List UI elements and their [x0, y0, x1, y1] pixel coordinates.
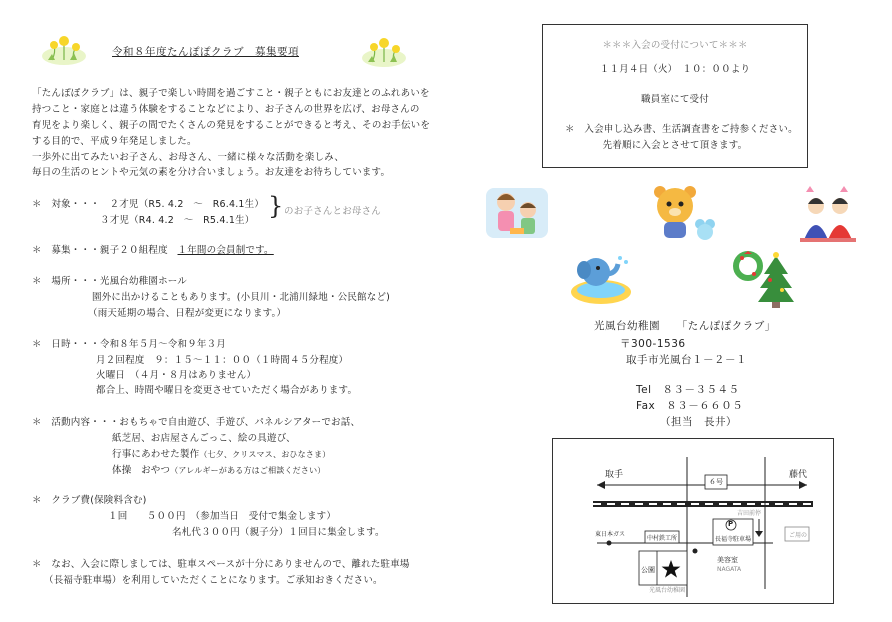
place-line: 園外に出かけることもあります。(小貝川・北浦川緑地・公民館など): [92, 292, 391, 303]
activity-exercise: 体操 おやつ: [112, 465, 171, 476]
place-line: ＊ 場所・・・光風台幼稚園ホール: [32, 276, 188, 287]
activity-line: 紙芝居、お店屋さんごっこ、絵の具遊び、: [112, 433, 296, 444]
christmas-illustration: [732, 250, 800, 308]
fee-line: 名札代３００円（親子分）１回目に集金します。: [172, 527, 385, 538]
parking-line: （長福寺駐車場）を利用していただくことになります。ご承知おきください。: [44, 575, 383, 586]
place-line: （雨天延期の場合、日程が変更になります。）: [88, 308, 287, 319]
schedule-line: 都合上、時間や曜日を変更させていただく場合があります。: [96, 385, 358, 396]
reception-date: １１月４日（火） １０：００より: [599, 64, 751, 75]
intro-line: 「たんぽぽクラブ」は、親子で楽しい時間を過ごすこと・親子ともにお友達とのふれあいを: [32, 88, 430, 99]
schedule-line: 火曜日 （４月・８月はありません）: [96, 370, 257, 381]
contact-zip: 〒300-1536: [620, 338, 686, 350]
map-parking-symbol: P: [728, 520, 734, 528]
reception-note: ＊ 入会申し込み書、生活調査書をご持参ください。: [565, 124, 798, 135]
brace: }: [268, 192, 284, 220]
map-label-temple-parking: 長福寺駐車場: [715, 536, 752, 543]
dandelion-left-illustration: [40, 30, 88, 66]
hina-dolls-illustration: [800, 182, 856, 244]
access-map: [552, 438, 834, 604]
intro-line: 毎日の生活のヒントや元気の素を分け合いましょう。お友達をお待ちしています。: [32, 167, 391, 178]
activity-events-note: （七夕、クリスマス、おひなさま）: [199, 450, 331, 459]
intro-line: 持つこと・家庭とは違う体験をすることなどにより、お子さんの世界を広げ、お母さんの: [32, 104, 420, 115]
recruit-membership: １年間の会員制です。: [177, 245, 274, 256]
map-label-beauty: 美容室: [717, 556, 738, 564]
map-label-right-box: ご用の: [789, 532, 808, 539]
contact-person: （担当 長井）: [660, 416, 737, 428]
activity-line: ＊ 活動内容・・・おもちゃで自由遊び、手遊び、パネルシアターでお話、: [32, 417, 361, 428]
map-label-route: ６号: [709, 478, 723, 486]
activity-line: [112, 462, 325, 476]
recruit-line: [32, 242, 274, 256]
map-label-fujishiro: 藤代: [789, 470, 808, 480]
recruit-prefix: ＊ 募集・・・親子２０組程度: [32, 245, 178, 256]
target-note: のお子さんとお母さん: [284, 206, 382, 217]
elephant-pool-illustration: [568, 250, 634, 306]
contact-tel: Tel ８３－３５４５: [636, 384, 740, 396]
map-label-factory: 中村鉄工所: [647, 535, 678, 542]
schedule-line: ＊ 日時・・・令和８年５月～令和９年３月: [32, 339, 227, 350]
schedule-line: 月２回程度 ９：１５～１１：００（１時間４５分程度）: [96, 355, 349, 366]
map-label-gas: 東日本ガス: [595, 531, 626, 538]
reception-title: ＊＊＊入会の受付について＊＊＊: [602, 40, 748, 51]
activity-allergy-note: （アレルギーがある方はご相談ください）: [170, 466, 326, 475]
contact-address: 取手市光風台１－２－１: [626, 354, 747, 366]
parking-line: ＊ なお、入会に際しましては、駐車スペースが十分にありませんので、離れた駐車場: [32, 559, 410, 570]
activity-events: 行事にあわせた製作: [112, 449, 200, 460]
map-label-toride: 取手: [605, 470, 624, 480]
map-label-bus: 吉田前停: [737, 510, 762, 517]
target-line: ＊ 対象・・・ ２才児（R5. 4.2 ～ R6.4.1生）: [32, 199, 265, 210]
dandelion-right-illustration: [360, 32, 408, 68]
map-drawing: [553, 439, 833, 603]
fee-line: １回 ５００円 （参加当日 受付で集金します）: [108, 511, 337, 522]
bear-mouse-illustration: [648, 182, 718, 244]
map-label-park: 公園: [641, 566, 655, 574]
contact-fax: Fax ８３－６６０５: [636, 400, 744, 412]
intro-line: 一歩外に出てみたいお子さん、お母さん、一緒に様々な活動を楽しみ、: [32, 152, 345, 163]
reception-box: [542, 24, 808, 168]
reception-note: 先着順に入会とさせて頂きます。: [602, 140, 748, 151]
page-title: 令和８年度たんぽぽクラブ 募集要項: [112, 46, 299, 58]
activity-line: [112, 446, 330, 460]
reception-place: 職員室にて受付: [641, 94, 709, 105]
target-line: ３才児（R4. 4.2 ～ R5.4.1生）: [100, 215, 255, 226]
intro-line: する目的で、平成９年発足しました。: [32, 136, 197, 147]
fee-line: ＊ クラブ費(保険料含む): [32, 495, 147, 506]
map-label-nagata: NAGATA: [717, 566, 742, 573]
intro-line: 育児をより楽しく、親子の間でたくさんの発見をすることができると考え、そのお手伝いを: [32, 120, 431, 131]
mother-child-illustration: [484, 184, 550, 240]
map-label-kindergarten: 光風台幼稚園: [649, 587, 686, 594]
contact-name: 光風台幼稚園 「たんぽぽクラブ」: [594, 320, 776, 332]
